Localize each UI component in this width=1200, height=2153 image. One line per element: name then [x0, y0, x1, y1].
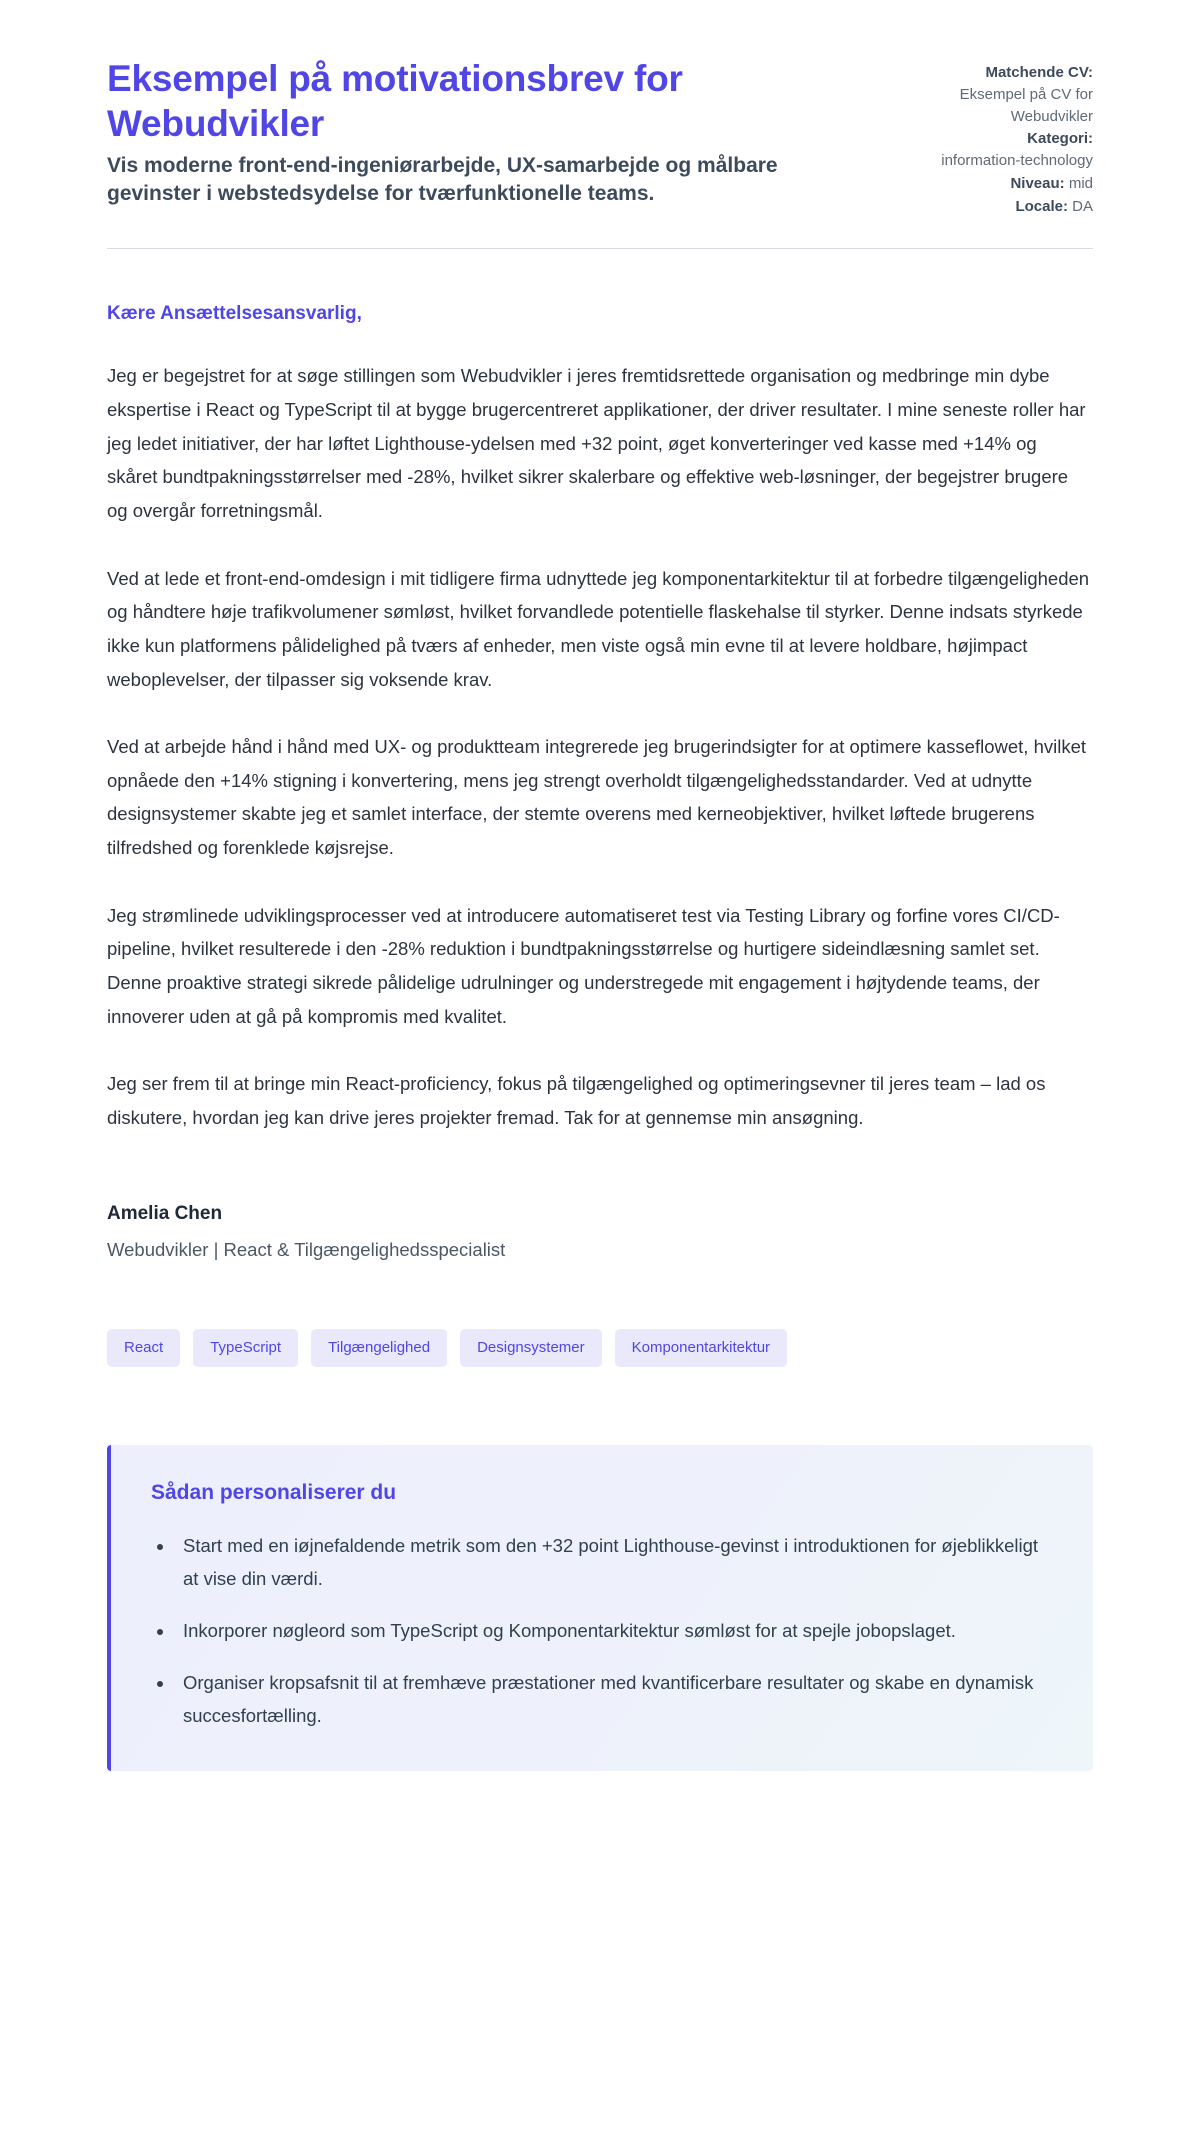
document-header: [0, 0, 1200, 218]
list-item: • Organiser kropsafsnit til at fremhæve præstationer med kvantificerbare resultater og skabe en dynamisk succesfortælling.: [175, 1666, 1053, 1733]
tag-chip[interactable]: Tilgængelighed: [311, 1329, 447, 1367]
meta-matching-cv-label: Matchende CV:: [985, 64, 1093, 81]
tag-list: [0, 1261, 1200, 1367]
list-item: • Start med en iøjnefaldende metrik som den +32 point Lighthouse-gevinst i introduktionen for øjeblikkeligt at vise din værdi.: [175, 1529, 1053, 1596]
signature-role: Webudvikler | React & Tilgængelighedsspecialist: [107, 1238, 506, 1260]
meta-level-label: Niveau:: [1010, 174, 1065, 192]
meta-locale-value: DA: [1072, 197, 1093, 215]
meta-category-value: information-technology: [941, 152, 1093, 169]
tag-chip[interactable]: Komponentarkitektur: [615, 1329, 787, 1367]
letter-paragraph: Jeg er begejstret for at søge stillingen som Webudvikler i jeres fremtidsrettede organisation og medbringe min dybe ekspertise i React og TypeScript til at bygge brugercentreret applikationer, der driver resultater. I mine seneste roller har jeg ledet initiativer, der har løftet Lighthouse-ydelsen med +32 point, øget konverteringer ved kasse med +14% og skåret bundtpakningsstørrelser med -28%, hvilket sikrer skalerbare og effektive web-løsninger, der begejstrer brugere og overgår forretningsmål.: [107, 365, 1086, 521]
letter-paragraph: Jeg strømlinede udviklingsprocesser ved at introducere automatiseret test via Testing Library og forfine vores CI/CD-pipeline, hvilket resulterede i den -28% reduktion i bundtpakningsstørrelse og hurtigere sideindlæsning samlet set. Denne proaktive strategi sikrede pålidelige udrulninger og understregede mit engagement i højtydende teams, der innoverer uden at gå på kompromis med kvalitet.: [107, 904, 1060, 1027]
callout-list: [151, 1529, 1053, 1733]
meta-level-value: mid: [1068, 174, 1093, 192]
header-title-group: [107, 56, 843, 208]
tag-chip[interactable]: React: [107, 1329, 180, 1367]
personalization-callout: [107, 1445, 1093, 1771]
meta-category-label: Kategori:: [1027, 130, 1093, 148]
page-subtitle: Vis moderne front-end-ingeniørarbejde, UX-samarbejde og målbare gevinster i webstedsydelse for tværfunktionelle teams.: [107, 154, 778, 206]
letter-body: [0, 249, 1200, 1134]
list-item: • Inkorporer nøgleord som TypeScript og Komponentarkitektur sømløst for at spejle jobopslaget.: [175, 1614, 1053, 1648]
tag-chip[interactable]: Designsystemer: [460, 1329, 602, 1367]
callout-title: Sådan personaliserer du: [151, 1480, 397, 1504]
header-meta-panel: [883, 56, 1093, 218]
signature-name: Amelia Chen: [107, 1202, 223, 1224]
letter-paragraph: Jeg ser frem til at bringe min React-proficiency, fokus på tilgængelighed og optimeringsevner til jeres team – lad os diskutere, hvordan jeg kan drive jeres projekter fremad. Tak for at gennemse min ansøgning.: [107, 1073, 1046, 1129]
tag-chip[interactable]: TypeScript: [193, 1329, 298, 1367]
letter-paragraph: Ved at arbejde hånd i hånd med UX- og produktteam integrerede jeg brugerindsigter for at optimere kasseflowet, hvilket opnåede den +14% stigning i konvertering, mens jeg strengt overholdt tilgængelighedsstandarder. Ved at udnytte designsystemer skabte jeg et samlet interface, der stemte overens med kerneobjektiver, hvilket løftede brugerens tilfredshed og forenklede køjsrejse.: [107, 736, 1087, 859]
meta-level: [883, 173, 1093, 195]
page-title: Eksempel på motivationsbrev for Webudvikler: [107, 58, 683, 145]
meta-matching-cv: [883, 62, 1093, 127]
meta-matching-cv-value[interactable]: Eksempel på CV for Webudvikler: [959, 85, 1093, 125]
meta-locale-label: Locale:: [1015, 197, 1068, 215]
letter-salutation: Kære Ansættelsesansvarlig,: [107, 303, 362, 325]
meta-locale: [883, 196, 1093, 218]
meta-category: [883, 128, 1093, 172]
letter-paragraph: Ved at lede et front-end-omdesign i mit tidligere firma udnyttede jeg komponentarkitektur til at forbedre tilgængeligheden og håndtere høje trafikvolumener sømløst, hvilket forvandlede potentielle flaskehalse til styrker. Denne indsats styrkede ikke kun platformens pålidelighed på tværs af enheder, men viste også min evne til at levere holdbare, højimpact weboplevelser, der tilpasser sig voksende krav.: [107, 567, 1090, 690]
signature-block: [0, 1169, 1200, 1261]
